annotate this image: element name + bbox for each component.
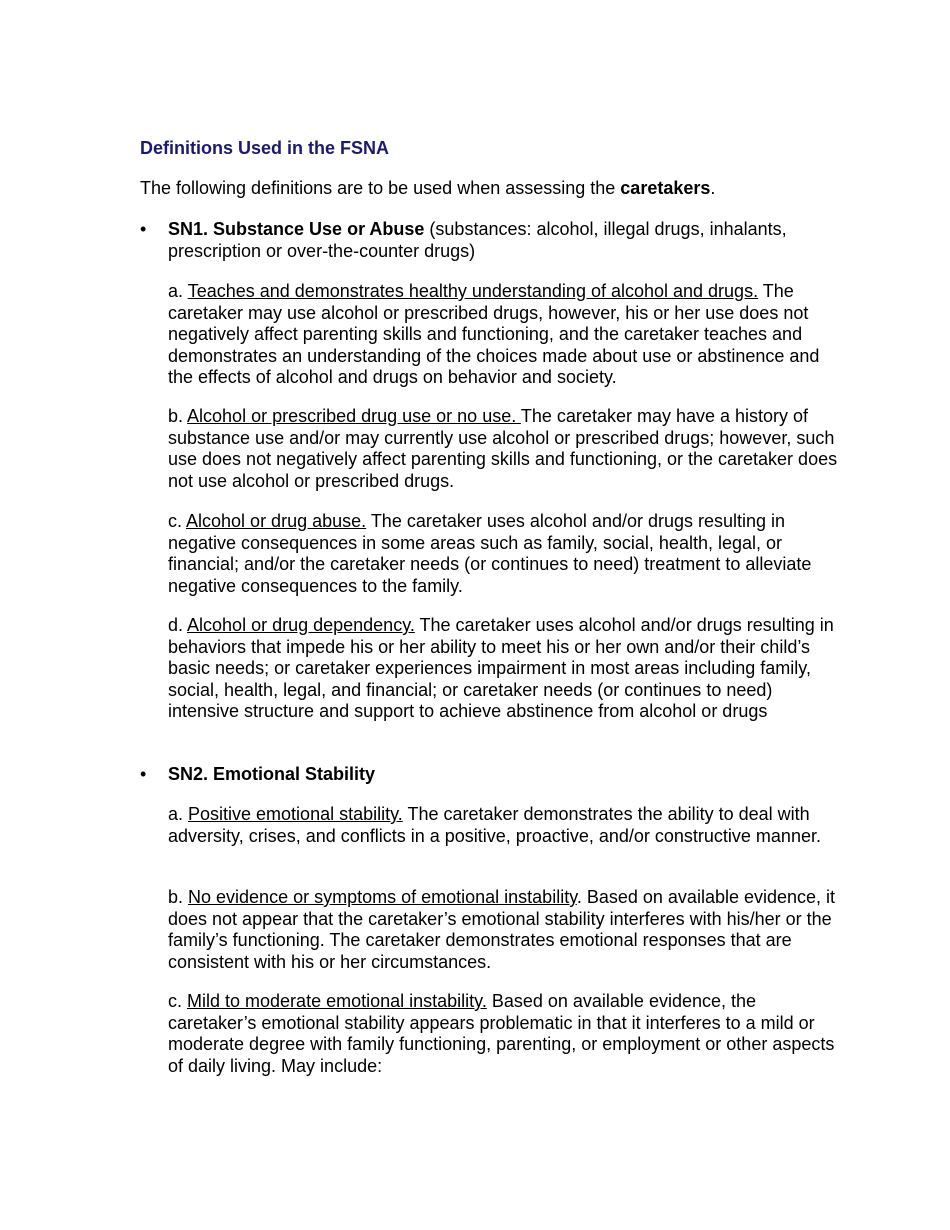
definition-item <box>168 887 843 973</box>
item-text: The caretaker may have a history of substance use and/or may currently use alcohol or prescribed drugs; however, such use does not negatively affect parenting skills and functioning, or the caretaker does not use alcohol or prescribed drugs. <box>168 406 838 491</box>
item-letter: d. <box>168 615 188 635</box>
page-title: Definitions Used in the FSNA <box>140 138 390 158</box>
intro-text: The following definitions are to be used when assessing the <box>140 178 621 198</box>
item-letter: b. <box>168 887 189 907</box>
definition-item <box>168 804 843 847</box>
item-text: . Based on available evidence, it does not appear that the caretaker’s emotional stability interferes with his/her or the family’s functioning. The caretaker demonstrates emotional responses that are consistent with his or her circumstances. <box>168 887 836 972</box>
item-letter: c. <box>168 511 187 531</box>
item-letter: a. <box>168 281 188 301</box>
definition-item <box>168 991 843 1077</box>
bullet-icon: • <box>140 219 147 239</box>
definition-item <box>168 406 843 492</box>
item-text: The caretaker uses alcohol and/or drugs resulting in behaviors that impede his or her ability to meet his or her own and/or their child’s basic needs; or caretaker experiences impairment in most areas including family, social, health, legal, and financial; or caretaker needs (or continues to need) intensive structure and support to achieve abstinence from alcohol or drugs <box>168 615 834 722</box>
section-title: SN1. Substance Use or Abuse <box>168 219 425 239</box>
item-term: No evidence or symptoms of emotional instability <box>188 887 577 907</box>
section-sn1-heading <box>168 219 843 262</box>
item-term: Alcohol or drug abuse. <box>186 511 367 531</box>
item-letter: b. <box>168 406 188 426</box>
item-term: Teaches and demonstrates healthy understanding of alcohol and drugs. <box>187 281 759 301</box>
item-letter: c. <box>168 991 188 1011</box>
item-term: Alcohol or drug dependency. <box>187 615 415 635</box>
section-note: (substances: alcohol, illegal drugs, inhalants, prescription or over-the-counter drugs) <box>168 219 787 261</box>
item-term: Positive emotional stability. <box>188 804 403 824</box>
section-title: SN2. Emotional Stability <box>168 764 376 784</box>
definition-item <box>168 615 843 723</box>
item-text: The caretaker uses alcohol and/or drugs resulting in negative consequences in some areas such as family, social, health, legal, or financial; and/or the caretaker needs (or continues to need) treatment to alleviate negative consequences to the family. <box>168 511 812 596</box>
intro-period: . <box>710 178 716 198</box>
definition-item <box>168 511 843 597</box>
intro-bold-term: caretakers <box>620 178 711 198</box>
item-text: The caretaker demonstrates the ability to deal with adversity, crises, and conflicts in a positive, proactive, and/or constructive manner. <box>168 804 821 846</box>
bullet-icon: • <box>140 764 147 784</box>
item-text: Based on available evidence, the caretaker’s emotional stability appears problematic in that it interferes to a mild or moderate degree with family functioning, parenting, or employment or other aspects of daily living. May include: <box>168 991 835 1076</box>
definition-item <box>168 281 843 389</box>
intro-paragraph <box>140 178 715 200</box>
section-sn2-heading <box>168 764 843 786</box>
item-term: Alcohol or prescribed drug use or no use. <box>187 406 521 426</box>
item-letter: a. <box>168 804 189 824</box>
item-text: The caretaker may use alcohol or prescribed drugs, however, his or her use does not negatively affect parenting skills and functioning, and the caretaker teaches and demonstrates an understanding of the choices made about use or abstinence and the effects of alcohol and drugs on behavior and society. <box>168 281 820 388</box>
item-term: Mild to moderate emotional instability. <box>187 991 487 1011</box>
